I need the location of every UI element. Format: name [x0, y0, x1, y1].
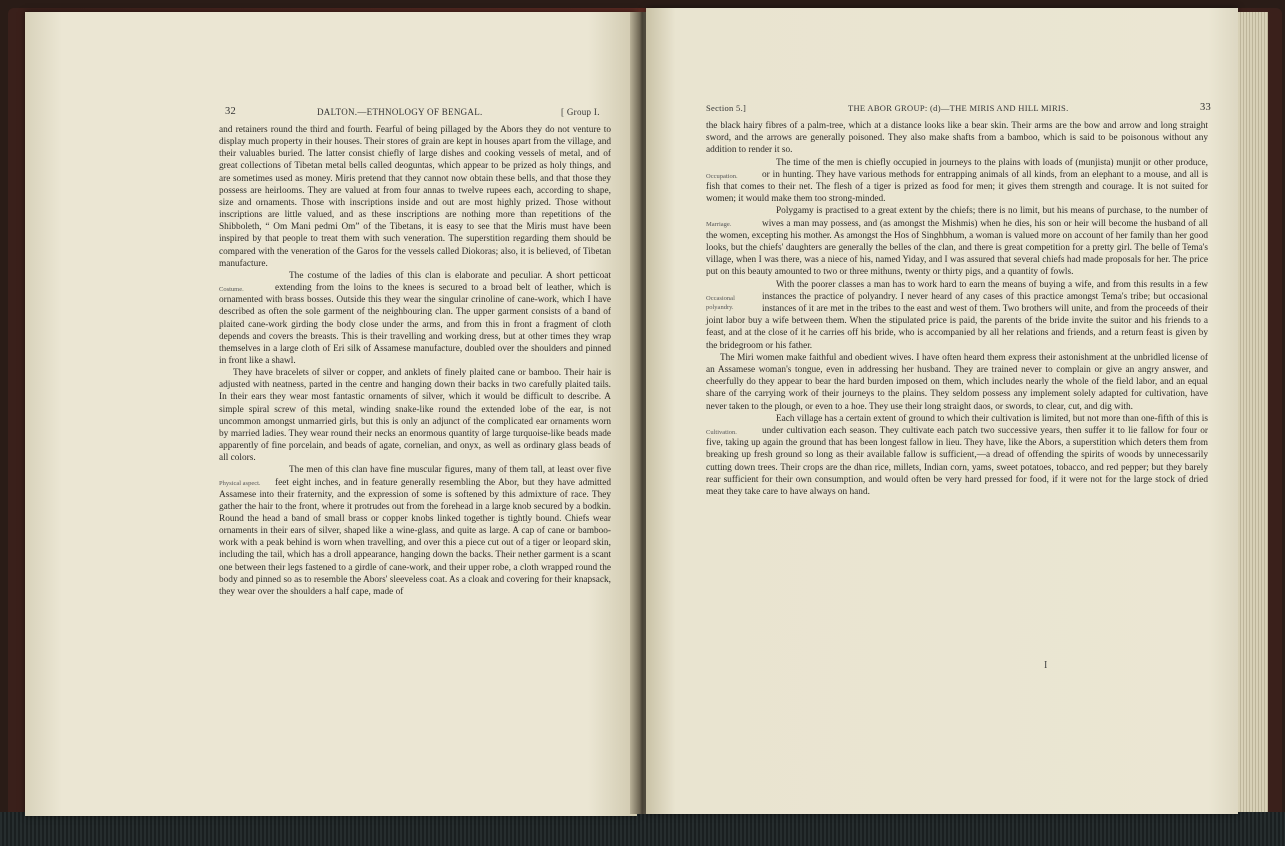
signature-mark: I	[1044, 660, 1048, 671]
paragraph-text: The time of the men is chiefly occupied in journeys to the plains with loads of (munjista) munjit or other produce, or in hunting. They have various methods for entrapping animals of all kinds, from an elephant to a mouse, and all is fish that comes to their net. The flesh of a tiger is prized as food for men; it gives them strength and courage. It is not suited for women; it would make them too strong-minded.	[706, 157, 1208, 205]
right-body-text	[706, 120, 1208, 498]
sidenote-polyandry: Occasional polyandry.	[706, 294, 735, 311]
paragraph-text: Each village has a certain extent of ground to which their cultivation is limited, but not more than one-fifth of this is under cultivation each season. They cultivate each patch two successive years, then suffer it to lie fallow for four or five, taking up again the ground that has been longest fallow in lieu. They have, like the Abors, a superstition which deters them from breaking up fresh ground so long as their available fallow is sufficient,—a dread of offending the spirits of woods by unnecessarily cutting down trees. Their crops are the dhan rice, millets, Indian corn, yams, sweet potatoes, tobacco, and red pepper; but they barely rear sufficient for their own consumption, and would often be very hard pressed for food, if it were not for the large stock of dried meat they take care to have always on hand.	[706, 413, 1208, 498]
paragraph-polyandry	[706, 279, 1208, 352]
table-surface	[0, 812, 1285, 846]
paragraph-marriage	[706, 205, 1208, 278]
left-page	[25, 12, 637, 816]
left-running-title: DALTON.—ETHNOLOGY OF BENGAL.	[317, 107, 483, 117]
left-page-number: 32	[225, 106, 237, 117]
paragraph-cultivation	[706, 413, 1208, 498]
left-group-label: [ Group I.	[561, 107, 600, 117]
paragraph: They have bracelets of silver or copper, and anklets of finely plaited cane or bamboo. Their hair is adjusted with neatness, parted in the centre and hanging down their backs in two carefully plaited tails. In their ears they wear most fantastic ornaments of silver, which it would be difficult to describe. A simple spiral screw of this metal, winding snake-like round the extended lobe of the ear, is not uncommon amongst unmarried girls, but this is only an adjunct of the complicated ear ornaments worn by married ladies. They wear round their necks an enormous quantity of large turquoise-like beads made apparently of fine porcelain, and beads of agate, cornelian, and onyx, as well as ordinary glass beads of all colors.	[219, 368, 611, 464]
sidenote-costume: Costume.	[219, 285, 244, 293]
right-running-title: THE ABOR GROUP: (d)—THE MIRIS AND HILL MIRIS.	[848, 103, 1069, 113]
right-page-number: 33	[1200, 102, 1212, 113]
paragraph: and retainers round the third and fourth. Fearful of being pillaged by the Abors they do not venture to display much property in their houses. Their stores of grain are kept in houses apart from the village, and their valuables buried. The latter consist chiefly of large dishes and cooking vessels of metal, and of great collections of Tibetan metal bells called deoguntas, which appear to be prized as holy things, and are sometimes used as money. Miris pretend that they cannot now obtain these bells, and that those they possess are heirlooms. They are valued at from four annas to twelve rupees each, according to shape, size and ornaments. Those with inscriptions inside and out are most highly prized. Those without inscriptions are little valued, and as these inscriptions are nothing more than repetitions of the Shibboleth, “ Om Mani pedmi Om” of the Tibetans, it is easy to see that the Miris must have been inspired by that people to treat them with such veneration. The superstition regarding them should be compared with the veneration of the Garos for the vessels called Diokoras; also, it is believed, of Tibetan manufacture.	[219, 125, 611, 269]
paragraph-text: With the poorer classes a man has to work hard to earn the means of buying a wife, and from this results in a few instances the practice of polyandry. I never heard of any cases of this practice amongst Tema's tribe; but occasional instances of it are met in the tribes to the east and west of them. Two brothers will unite, and from the proceeds of their joint labor buy a wife between them. When the stipulated price is paid, the parents of the bride invite the suitor and his friends to a feast, and at the close of it he carries off his bride, who is accompanied by all her relations and friends, and a return feast is given by the bridegroom or his father.	[706, 279, 1208, 351]
paragraph-physical	[219, 464, 611, 598]
left-body-text	[219, 124, 611, 598]
paragraph-text: The costume of the ladies of this clan is elaborate and peculiar. A short petticoat extending from the loins to the knees is secured to a broad belt of leather, which is ornamented with brass bosses. Outside this they wear the singular crinoline of cane-work, which I have described as often the sole garment of the neighbouring clan. The upper garment consists of a band of plaited cane-work girding the body close under the arms, and from this in front a fragment of cloth depends and covers the breasts. This is their travelling and working dress, but at other times they wrap themselves in a large cloth of Eri silk of Assamese manufacture, doubled over the shoulders and pinned in front like a shawl.	[219, 270, 611, 366]
paragraph-occupation	[706, 157, 1208, 206]
sidenote-cultivation: Cultivation.	[706, 428, 737, 436]
right-page	[646, 8, 1238, 814]
paragraph-text: Polygamy is practised to a great extent by the chiefs; there is no limit, but his means of purchase, to the number of wives a man may possess, and (as amongst the Mishmis) when he dies, his son or heir will become the husband of all the women, excepting his mother. As amongst the Hos of Singhbhum, a woman is valued more on account of her family than her good looks, but the chiefs' daughters are generally the belles of the clan, and there is great competition for a pretty girl. The belle of Tema's village, when I was there, was a niece of his, named Yiday, and I was assured that several chiefs had made proposals for her. The price put on this beauty amounted to two or three mithuns, twenty or thirty pigs, and a quantity of fowls.	[706, 206, 1208, 278]
sidenote-occupation: Occupation.	[706, 172, 738, 180]
paragraph: The Miri women make faithful and obedient wives. I have often heard them express their astonishment at the unbridled license of an Assamese woman's tongue, even in addressing her husband. They are trained never to complain or give an angry answer, and cheerfully do they appear to bear the hard burden imposed on them, which includes nearly the whole of the field labor, and an equal share of the carrying work of their journeys to the plains. They seldom possess any implement solely adapted for cultivation, have never taken to the plough, or even to a hoe. They use their long straight daos, or swords, to clear, cut, and dig with.	[706, 352, 1208, 412]
paragraph: the black hairy fibres of a palm-tree, which at a distance looks like a bear skin. Their arms are the bow and arrow and long straight sword, and the arrows are generally poisoned. They also make shafts from a bamboo, which is said to be poisonous without any addition to render it so.	[706, 121, 1208, 156]
sidenote-marriage: Marriage.	[706, 221, 732, 229]
paragraph-costume	[219, 270, 611, 367]
paragraph-text: The men of this clan have fine muscular figures, many of them tall, at least over five feet eight inches, and in feature generally resembling the Abor, but they have admitted Assamese into their fraternity, and the expression of some is softened by this admixture of race. They gather the hair to the front, where it protrudes out from the forehead in a large knob secured by a bodkin. Round the head a band of small brass or copper knobs linked together is tightly bound. Chiefs wear ornaments in their ears of silver, shaped like a wine-glass, and quite as large. A cap of cane or bamboo-work with a peak behind is worn when travelling, and over this a piece cut out of a tiger or leopard skin, including the tail, which has a droll appearance, hanging down the backs. Their nether garment is a scant one between their legs fastened to a girdle of cane-work, and their upper robe, a cloth wrapped round the body and pinned so as to resemble the Abors' sleeveless coat. As a cloak and covering for their knapsack, they wear over the shoulders a half cape, made of	[219, 465, 611, 597]
right-section-label: Section 5.]	[706, 103, 747, 113]
page-edges	[1238, 12, 1268, 812]
sidenote-physical: Physical aspect.	[219, 480, 261, 488]
